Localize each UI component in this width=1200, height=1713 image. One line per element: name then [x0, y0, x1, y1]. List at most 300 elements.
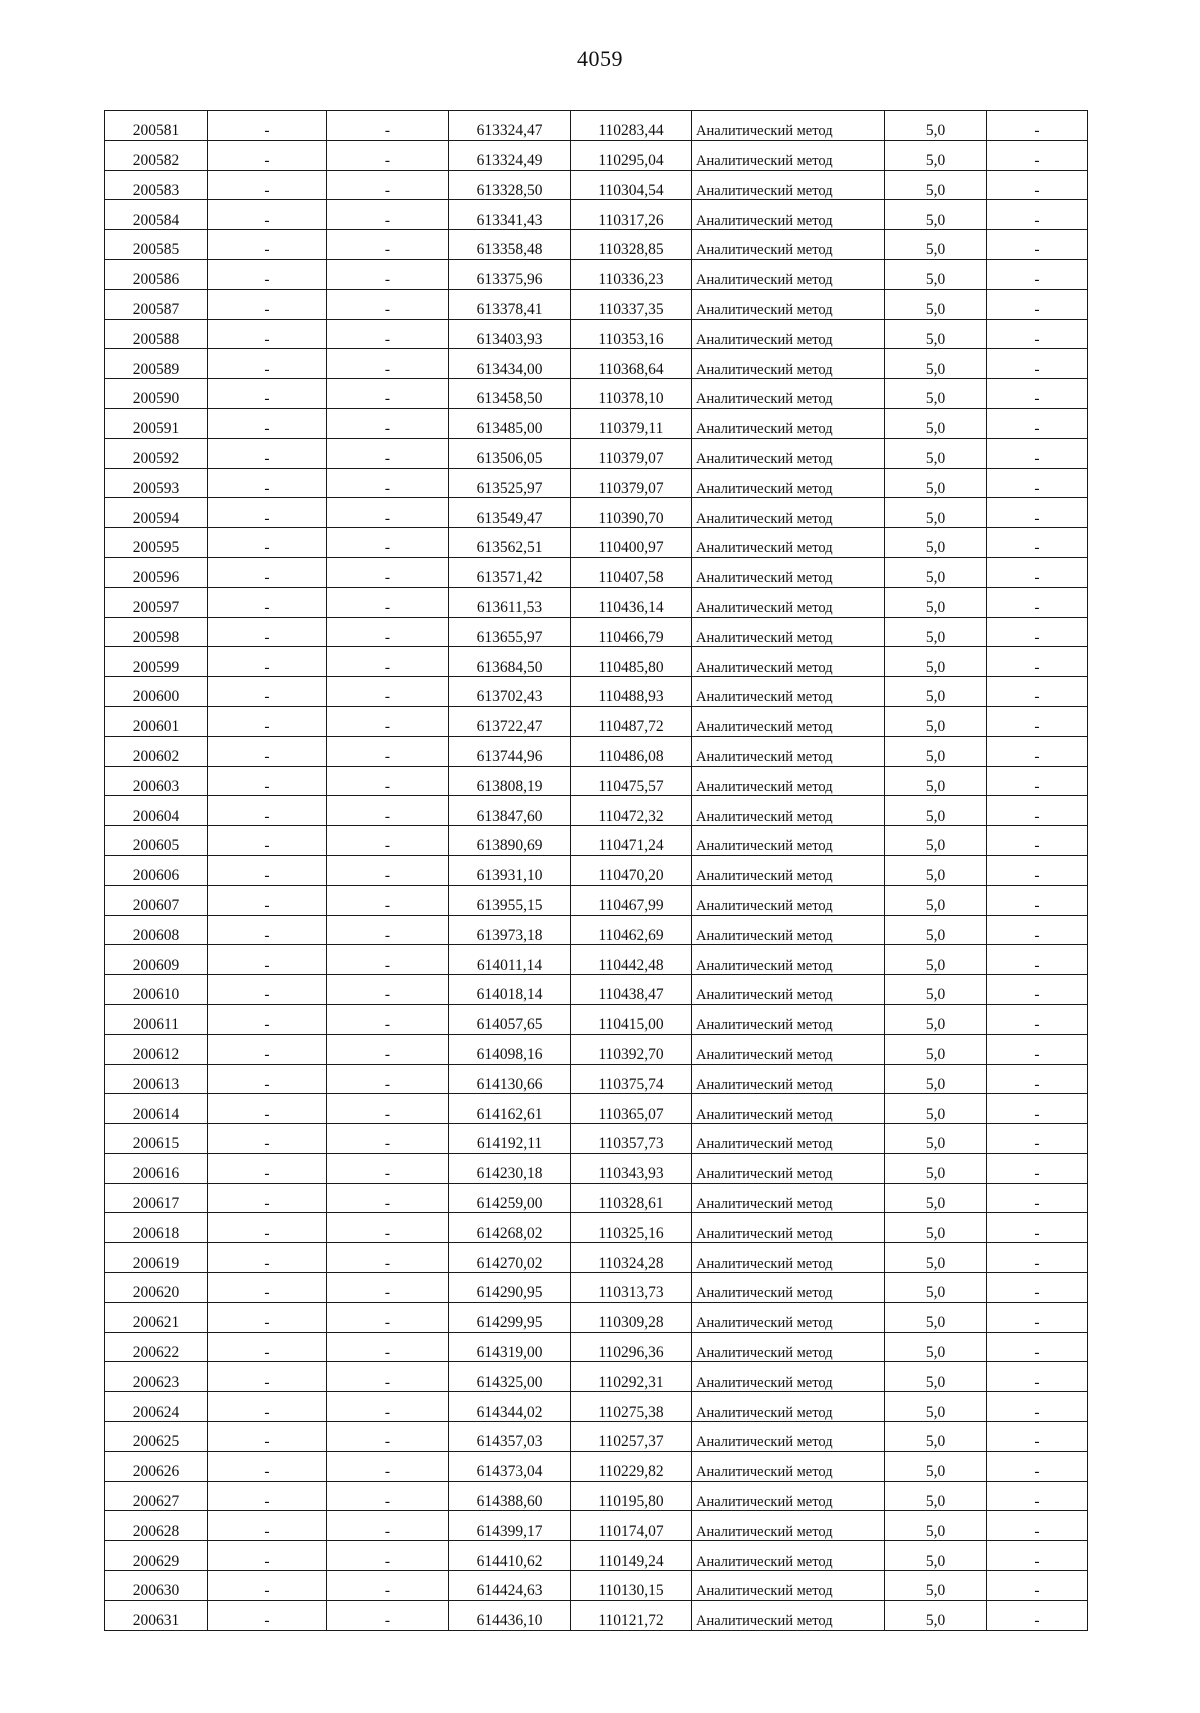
previous-y-cell: - — [327, 1183, 449, 1213]
method-cell: Аналитический метод — [692, 915, 885, 945]
point-number-cell: 200597 — [105, 587, 208, 617]
boundary-description-cell: - — [987, 1183, 1088, 1213]
previous-x-cell: - — [208, 975, 327, 1005]
point-number-cell: 200590 — [105, 379, 208, 409]
error-value-cell: 5,0 — [885, 349, 987, 379]
table-row — [105, 1451, 1088, 1481]
table-row — [105, 408, 1088, 438]
table-row — [105, 1571, 1088, 1601]
table-row — [105, 498, 1088, 528]
error-value-cell: 5,0 — [885, 1302, 987, 1332]
point-number-cell: 200615 — [105, 1124, 208, 1154]
boundary-description-cell: - — [987, 736, 1088, 766]
previous-y-cell: - — [327, 1422, 449, 1452]
error-value-cell: 5,0 — [885, 1124, 987, 1154]
boundary-description-cell: - — [987, 1422, 1088, 1452]
x-coordinate-cell: 614290,95 — [449, 1273, 571, 1303]
method-cell: Аналитический метод — [692, 1571, 885, 1601]
point-number-cell: 200620 — [105, 1273, 208, 1303]
previous-y-cell: - — [327, 111, 449, 141]
previous-y-cell: - — [327, 855, 449, 885]
y-coordinate-cell: 110275,38 — [571, 1392, 692, 1422]
point-number-cell: 200592 — [105, 438, 208, 468]
boundary-description-cell: - — [987, 557, 1088, 587]
previous-x-cell: - — [208, 677, 327, 707]
y-coordinate-cell: 110487,72 — [571, 706, 692, 736]
boundary-description-cell: - — [987, 706, 1088, 736]
method-cell: Аналитический метод — [692, 319, 885, 349]
table-row — [105, 1600, 1088, 1630]
previous-x-cell: - — [208, 140, 327, 170]
error-value-cell: 5,0 — [885, 1004, 987, 1034]
y-coordinate-cell: 110174,07 — [571, 1511, 692, 1541]
y-coordinate-cell: 110336,23 — [571, 259, 692, 289]
previous-y-cell: - — [327, 1273, 449, 1303]
point-number-cell: 200627 — [105, 1481, 208, 1511]
boundary-description-cell: - — [987, 1362, 1088, 1392]
boundary-description-cell: - — [987, 1124, 1088, 1154]
boundary-description-cell: - — [987, 1213, 1088, 1243]
point-number-cell: 200594 — [105, 498, 208, 528]
error-value-cell: 5,0 — [885, 1332, 987, 1362]
previous-x-cell: - — [208, 1064, 327, 1094]
previous-y-cell: - — [327, 706, 449, 736]
previous-y-cell: - — [327, 1332, 449, 1362]
error-value-cell: 5,0 — [885, 1451, 987, 1481]
point-number-cell: 200628 — [105, 1511, 208, 1541]
point-number-cell: 200616 — [105, 1153, 208, 1183]
x-coordinate-cell: 614011,14 — [449, 945, 571, 975]
boundary-description-cell: - — [987, 975, 1088, 1005]
error-value-cell: 5,0 — [885, 826, 987, 856]
x-coordinate-cell: 613324,47 — [449, 111, 571, 141]
x-coordinate-cell: 613549,47 — [449, 498, 571, 528]
method-cell: Аналитический метод — [692, 1243, 885, 1273]
previous-x-cell: - — [208, 200, 327, 230]
method-cell: Аналитический метод — [692, 1213, 885, 1243]
previous-x-cell: - — [208, 557, 327, 587]
error-value-cell: 5,0 — [885, 1094, 987, 1124]
x-coordinate-cell: 614436,10 — [449, 1600, 571, 1630]
table-row — [105, 468, 1088, 498]
y-coordinate-cell: 110317,26 — [571, 200, 692, 230]
y-coordinate-cell: 110390,70 — [571, 498, 692, 528]
boundary-description-cell: - — [987, 1541, 1088, 1571]
method-cell: Аналитический метод — [692, 1422, 885, 1452]
x-coordinate-cell: 614344,02 — [449, 1392, 571, 1422]
boundary-description-cell: - — [987, 945, 1088, 975]
error-value-cell: 5,0 — [885, 140, 987, 170]
y-coordinate-cell: 110379,11 — [571, 408, 692, 438]
y-coordinate-cell: 110229,82 — [571, 1451, 692, 1481]
boundary-description-cell: - — [987, 111, 1088, 141]
method-cell: Аналитический метод — [692, 468, 885, 498]
boundary-description-cell: - — [987, 885, 1088, 915]
method-cell: Аналитический метод — [692, 1183, 885, 1213]
boundary-description-cell: - — [987, 1600, 1088, 1630]
method-cell: Аналитический метод — [692, 796, 885, 826]
previous-x-cell: - — [208, 647, 327, 677]
method-cell: Аналитический метод — [692, 855, 885, 885]
previous-x-cell: - — [208, 1600, 327, 1630]
previous-y-cell: - — [327, 140, 449, 170]
point-number-cell: 200596 — [105, 557, 208, 587]
error-value-cell: 5,0 — [885, 408, 987, 438]
error-value-cell: 5,0 — [885, 1362, 987, 1392]
point-number-cell: 200600 — [105, 677, 208, 707]
x-coordinate-cell: 613324,49 — [449, 140, 571, 170]
error-value-cell: 5,0 — [885, 1392, 987, 1422]
previous-x-cell: - — [208, 259, 327, 289]
point-number-cell: 200603 — [105, 766, 208, 796]
table-row — [105, 975, 1088, 1005]
boundary-description-cell: - — [987, 647, 1088, 677]
point-number-cell: 200608 — [105, 915, 208, 945]
previous-x-cell: - — [208, 289, 327, 319]
x-coordinate-cell: 613808,19 — [449, 766, 571, 796]
previous-x-cell: - — [208, 1004, 327, 1034]
x-coordinate-cell: 613434,00 — [449, 349, 571, 379]
boundary-description-cell: - — [987, 289, 1088, 319]
point-number-cell: 200581 — [105, 111, 208, 141]
table-body — [105, 111, 1088, 1631]
error-value-cell: 5,0 — [885, 1422, 987, 1452]
previous-x-cell: - — [208, 706, 327, 736]
table-row — [105, 1094, 1088, 1124]
previous-x-cell: - — [208, 1243, 327, 1273]
point-number-cell: 200617 — [105, 1183, 208, 1213]
error-value-cell: 5,0 — [885, 468, 987, 498]
previous-y-cell: - — [327, 915, 449, 945]
y-coordinate-cell: 110296,36 — [571, 1332, 692, 1362]
boundary-description-cell: - — [987, 1273, 1088, 1303]
previous-x-cell: - — [208, 528, 327, 558]
previous-y-cell: - — [327, 528, 449, 558]
x-coordinate-cell: 613328,50 — [449, 170, 571, 200]
error-value-cell: 5,0 — [885, 1481, 987, 1511]
y-coordinate-cell: 110368,64 — [571, 349, 692, 379]
error-value-cell: 5,0 — [885, 1183, 987, 1213]
previous-y-cell: - — [327, 1153, 449, 1183]
previous-y-cell: - — [327, 170, 449, 200]
previous-y-cell: - — [327, 647, 449, 677]
table-row — [105, 349, 1088, 379]
previous-y-cell: - — [327, 1481, 449, 1511]
x-coordinate-cell: 613458,50 — [449, 379, 571, 409]
previous-x-cell: - — [208, 111, 327, 141]
previous-y-cell: - — [327, 587, 449, 617]
error-value-cell: 5,0 — [885, 170, 987, 200]
method-cell: Аналитический метод — [692, 200, 885, 230]
x-coordinate-cell: 614270,02 — [449, 1243, 571, 1273]
y-coordinate-cell: 110467,99 — [571, 885, 692, 915]
previous-y-cell: - — [327, 1213, 449, 1243]
method-cell: Аналитический метод — [692, 1481, 885, 1511]
table-row — [105, 1183, 1088, 1213]
boundary-description-cell: - — [987, 915, 1088, 945]
method-cell: Аналитический метод — [692, 349, 885, 379]
table-row — [105, 736, 1088, 766]
boundary-description-cell: - — [987, 1064, 1088, 1094]
table-row — [105, 587, 1088, 617]
y-coordinate-cell: 110292,31 — [571, 1362, 692, 1392]
method-cell: Аналитический метод — [692, 1004, 885, 1034]
y-coordinate-cell: 110375,74 — [571, 1064, 692, 1094]
method-cell: Аналитический метод — [692, 408, 885, 438]
method-cell: Аналитический метод — [692, 1094, 885, 1124]
y-coordinate-cell: 110337,35 — [571, 289, 692, 319]
previous-x-cell: - — [208, 230, 327, 260]
table-row — [105, 200, 1088, 230]
error-value-cell: 5,0 — [885, 766, 987, 796]
table-row — [105, 1124, 1088, 1154]
previous-x-cell: - — [208, 468, 327, 498]
boundary-description-cell: - — [987, 1243, 1088, 1273]
error-value-cell: 5,0 — [885, 1243, 987, 1273]
x-coordinate-cell: 614162,61 — [449, 1094, 571, 1124]
point-number-cell: 200623 — [105, 1362, 208, 1392]
point-number-cell: 200625 — [105, 1422, 208, 1452]
y-coordinate-cell: 110328,85 — [571, 230, 692, 260]
table-row — [105, 885, 1088, 915]
previous-y-cell: - — [327, 200, 449, 230]
y-coordinate-cell: 110325,16 — [571, 1213, 692, 1243]
table-row — [105, 170, 1088, 200]
previous-x-cell: - — [208, 1094, 327, 1124]
boundary-description-cell: - — [987, 826, 1088, 856]
point-number-cell: 200605 — [105, 826, 208, 856]
x-coordinate-cell: 613847,60 — [449, 796, 571, 826]
error-value-cell: 5,0 — [885, 736, 987, 766]
error-value-cell: 5,0 — [885, 1153, 987, 1183]
boundary-description-cell: - — [987, 1332, 1088, 1362]
boundary-description-cell: - — [987, 379, 1088, 409]
previous-x-cell: - — [208, 1422, 327, 1452]
previous-y-cell: - — [327, 289, 449, 319]
previous-x-cell: - — [208, 408, 327, 438]
x-coordinate-cell: 614057,65 — [449, 1004, 571, 1034]
x-coordinate-cell: 613702,43 — [449, 677, 571, 707]
error-value-cell: 5,0 — [885, 230, 987, 260]
boundary-description-cell: - — [987, 1034, 1088, 1064]
point-number-cell: 200585 — [105, 230, 208, 260]
error-value-cell: 5,0 — [885, 1034, 987, 1064]
previous-y-cell: - — [327, 1124, 449, 1154]
method-cell: Аналитический метод — [692, 140, 885, 170]
table-row — [105, 647, 1088, 677]
error-value-cell: 5,0 — [885, 647, 987, 677]
y-coordinate-cell: 110462,69 — [571, 915, 692, 945]
method-cell: Аналитический метод — [692, 557, 885, 587]
previous-y-cell: - — [327, 1392, 449, 1422]
table-row — [105, 1034, 1088, 1064]
table-row — [105, 855, 1088, 885]
error-value-cell: 5,0 — [885, 259, 987, 289]
previous-x-cell: - — [208, 587, 327, 617]
error-value-cell: 5,0 — [885, 587, 987, 617]
error-value-cell: 5,0 — [885, 677, 987, 707]
y-coordinate-cell: 110407,58 — [571, 557, 692, 587]
method-cell: Аналитический метод — [692, 677, 885, 707]
y-coordinate-cell: 110328,61 — [571, 1183, 692, 1213]
table-row — [105, 766, 1088, 796]
method-cell: Аналитический метод — [692, 885, 885, 915]
boundary-description-cell: - — [987, 170, 1088, 200]
previous-y-cell: - — [327, 1243, 449, 1273]
point-number-cell: 200604 — [105, 796, 208, 826]
point-number-cell: 200614 — [105, 1094, 208, 1124]
previous-y-cell: - — [327, 1004, 449, 1034]
previous-y-cell: - — [327, 319, 449, 349]
error-value-cell: 5,0 — [885, 975, 987, 1005]
previous-x-cell: - — [208, 736, 327, 766]
error-value-cell: 5,0 — [885, 1273, 987, 1303]
method-cell: Аналитический метод — [692, 1034, 885, 1064]
point-number-cell: 200587 — [105, 289, 208, 319]
x-coordinate-cell: 614259,00 — [449, 1183, 571, 1213]
previous-y-cell: - — [327, 438, 449, 468]
point-number-cell: 200613 — [105, 1064, 208, 1094]
page-number: 4059 — [577, 46, 623, 71]
previous-y-cell: - — [327, 557, 449, 587]
x-coordinate-cell: 614018,14 — [449, 975, 571, 1005]
previous-y-cell: - — [327, 349, 449, 379]
table-row — [105, 1362, 1088, 1392]
error-value-cell: 5,0 — [885, 200, 987, 230]
previous-x-cell: - — [208, 1302, 327, 1332]
error-value-cell: 5,0 — [885, 706, 987, 736]
x-coordinate-cell: 614268,02 — [449, 1213, 571, 1243]
method-cell: Аналитический метод — [692, 1273, 885, 1303]
error-value-cell: 5,0 — [885, 945, 987, 975]
previous-y-cell: - — [327, 1362, 449, 1392]
y-coordinate-cell: 110415,00 — [571, 1004, 692, 1034]
boundary-description-cell: - — [987, 855, 1088, 885]
table-row — [105, 1004, 1088, 1034]
boundary-description-cell: - — [987, 1153, 1088, 1183]
y-coordinate-cell: 110472,32 — [571, 796, 692, 826]
previous-y-cell: - — [327, 885, 449, 915]
table-row — [105, 1511, 1088, 1541]
table-row — [105, 706, 1088, 736]
previous-x-cell: - — [208, 319, 327, 349]
y-coordinate-cell: 110295,04 — [571, 140, 692, 170]
previous-x-cell: - — [208, 617, 327, 647]
previous-x-cell: - — [208, 1541, 327, 1571]
y-coordinate-cell: 110283,44 — [571, 111, 692, 141]
previous-x-cell: - — [208, 1362, 327, 1392]
y-coordinate-cell: 110343,93 — [571, 1153, 692, 1183]
method-cell: Аналитический метод — [692, 528, 885, 558]
previous-y-cell: - — [327, 498, 449, 528]
x-coordinate-cell: 613931,10 — [449, 855, 571, 885]
previous-x-cell: - — [208, 1571, 327, 1601]
x-coordinate-cell: 613358,48 — [449, 230, 571, 260]
y-coordinate-cell: 110379,07 — [571, 438, 692, 468]
previous-x-cell: - — [208, 1034, 327, 1064]
y-coordinate-cell: 110304,54 — [571, 170, 692, 200]
previous-x-cell: - — [208, 1124, 327, 1154]
boundary-description-cell: - — [987, 587, 1088, 617]
method-cell: Аналитический метод — [692, 587, 885, 617]
point-number-cell: 200624 — [105, 1392, 208, 1422]
boundary-description-cell: - — [987, 468, 1088, 498]
y-coordinate-cell: 110488,93 — [571, 677, 692, 707]
error-value-cell: 5,0 — [885, 498, 987, 528]
x-coordinate-cell: 613890,69 — [449, 826, 571, 856]
x-coordinate-cell: 614357,03 — [449, 1422, 571, 1452]
method-cell: Аналитический метод — [692, 945, 885, 975]
table-row — [105, 1541, 1088, 1571]
boundary-description-cell: - — [987, 1451, 1088, 1481]
previous-x-cell: - — [208, 1213, 327, 1243]
boundary-description-cell: - — [987, 1571, 1088, 1601]
y-coordinate-cell: 110392,70 — [571, 1034, 692, 1064]
table-row — [105, 230, 1088, 260]
method-cell: Аналитический метод — [692, 1302, 885, 1332]
boundary-description-cell: - — [987, 319, 1088, 349]
previous-y-cell: - — [327, 1511, 449, 1541]
table-row — [105, 1153, 1088, 1183]
point-number-cell: 200611 — [105, 1004, 208, 1034]
method-cell: Аналитический метод — [692, 617, 885, 647]
x-coordinate-cell: 614319,00 — [449, 1332, 571, 1362]
method-cell: Аналитический метод — [692, 1332, 885, 1362]
point-number-cell: 200626 — [105, 1451, 208, 1481]
table-row — [105, 319, 1088, 349]
table-row — [105, 1302, 1088, 1332]
table-row — [105, 528, 1088, 558]
previous-x-cell: - — [208, 379, 327, 409]
x-coordinate-cell: 614299,95 — [449, 1302, 571, 1332]
x-coordinate-cell: 613973,18 — [449, 915, 571, 945]
previous-y-cell: - — [327, 796, 449, 826]
point-number-cell: 200598 — [105, 617, 208, 647]
table-row — [105, 1332, 1088, 1362]
x-coordinate-cell: 614388,60 — [449, 1481, 571, 1511]
previous-x-cell: - — [208, 349, 327, 379]
previous-y-cell: - — [327, 826, 449, 856]
error-value-cell: 5,0 — [885, 885, 987, 915]
y-coordinate-cell: 110470,20 — [571, 855, 692, 885]
previous-x-cell: - — [208, 1183, 327, 1213]
table-row — [105, 617, 1088, 647]
method-cell: Аналитический метод — [692, 1362, 885, 1392]
previous-x-cell: - — [208, 1481, 327, 1511]
x-coordinate-cell: 613403,93 — [449, 319, 571, 349]
boundary-description-cell: - — [987, 1511, 1088, 1541]
previous-x-cell: - — [208, 1511, 327, 1541]
y-coordinate-cell: 110378,10 — [571, 379, 692, 409]
point-number-cell: 200630 — [105, 1571, 208, 1601]
y-coordinate-cell: 110353,16 — [571, 319, 692, 349]
point-number-cell: 200607 — [105, 885, 208, 915]
y-coordinate-cell: 110324,28 — [571, 1243, 692, 1273]
y-coordinate-cell: 110475,57 — [571, 766, 692, 796]
point-number-cell: 200606 — [105, 855, 208, 885]
boundary-description-cell: - — [987, 438, 1088, 468]
previous-x-cell: - — [208, 796, 327, 826]
previous-y-cell: - — [327, 259, 449, 289]
previous-y-cell: - — [327, 736, 449, 766]
previous-y-cell: - — [327, 1094, 449, 1124]
method-cell: Аналитический метод — [692, 1600, 885, 1630]
y-coordinate-cell: 110400,97 — [571, 528, 692, 558]
previous-x-cell: - — [208, 766, 327, 796]
previous-y-cell: - — [327, 379, 449, 409]
error-value-cell: 5,0 — [885, 1064, 987, 1094]
y-coordinate-cell: 110485,80 — [571, 647, 692, 677]
